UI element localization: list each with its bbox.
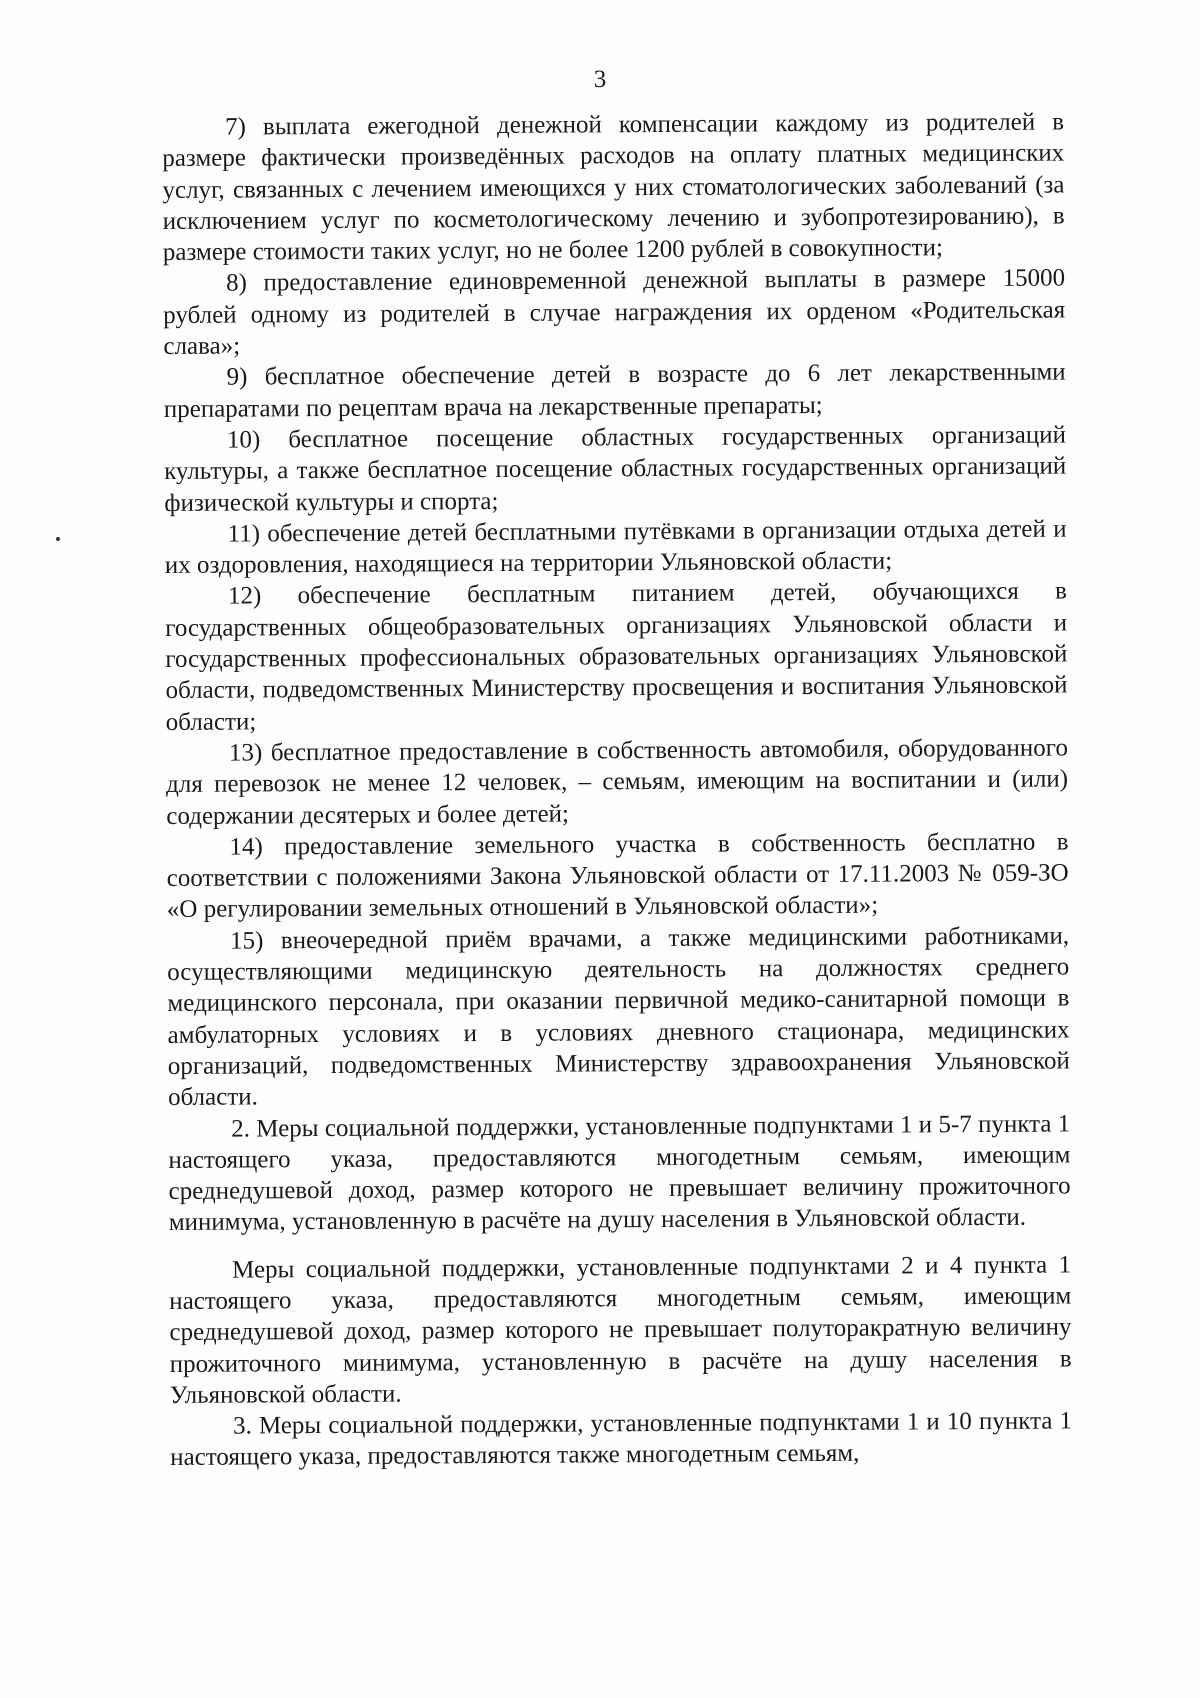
paragraph-item-13: 13) бесплатное предоставление в собственность автомобиля, оборудованного для перевозок не менее 12 человек, – семьям, имеющим на воспитании и (или) содержании десятерых и более детей;	[166, 734, 1069, 830]
scan-speck	[56, 537, 60, 541]
paragraph-item-14: 14) предоставление земельного участка в собственность бесплатно в соответствии с положениями Закона Ульяновской области от 17.11.2003 № 059-ЗО «О регулировании земельных отношений в Ульяновской области»;	[166, 828, 1069, 924]
page-number: 3	[593, 66, 607, 93]
paragraph-item-12: 12) обеспечение бесплатным питанием детей, обучающихся в государственных общеобразовательных организациях Ульяновской области и государственных профессиональных образовательных организациях Ульяновской области, подведомственных Министерству просвещения и воспитания Ульяновской области;	[165, 577, 1068, 736]
paragraph-item-9: 9) бесплатное обеспечение детей в возрасте до 6 лет лекарственными препаратами по рецептам врача на лекарственные препараты;	[163, 358, 1066, 423]
paragraph-item-7: 7) выплата ежегодной денежной компенсации каждому из родителей в размере фактически произведённых расходов на оплату платных медицинских услуг, связанных с лечением имеющихся у них стоматологических заболеваний (за исключением услуг по косметологическому лечению и зубопротезированию), в размере стоимости таких услуг, но не более 1200 рублей в совокупности;	[162, 108, 1065, 267]
paragraph-section-2: 2. Меры социальной поддержки, установленные подпунктами 1 и 5-7 пункта 1 настоящего указа, предоставляются многодетным семьям, имеющим среднедушевой доход, размер которого не превышает величину прожиточного минимума, установленную в расчёте на душу населения в Ульяновской области.	[168, 1109, 1071, 1237]
paragraph-item-10: 10) бесплатное посещение областных государственных организаций культуры, а также бесплатное посещение областных государственных организаций физической культуры и спорта;	[164, 421, 1067, 517]
paragraph-section-3: 3. Меры социальной поддержки, установленные подпунктами 1 и 10 пункта 1 настоящего указа, предоставляются также многодетным семьям,	[170, 1407, 1073, 1472]
paragraph-item-11: 11) обеспечение детей бесплатными путёвками в организации отдыха детей и их оздоровления, находящиеся на территории Ульяновской области;	[164, 515, 1067, 580]
paragraph-section-2-part-2: Меры социальной поддержки, установленные подпунктами 2 и 4 пункта 1 настоящего указа, предоставляются многодетным семьям, имеющим среднедушевой доход, размер которого не превышает полуторакратную величину прожиточного минимума, установленную в расчёте на душу населения в Ульяновской области.	[169, 1251, 1072, 1409]
paragraph-item-15: 15) внеочередной приём врачами, а также медицинскими работниками, осуществляющими медицинскую деятельность на должностях среднего медицинского персонала, при оказании первичной медико-санитарной помощи в амбулаторных условиях и в условиях дневного стационара, медицинских организаций, подведомственных Министерству здравоохранения Ульяновской области.	[167, 922, 1070, 1112]
document-body	[162, 106, 1072, 1473]
paragraph-item-8: 8) предоставление единовременной денежной выплаты в размере 15000 рублей одному из родителей в случае награждения их орденом «Родительская слава»;	[163, 264, 1066, 361]
